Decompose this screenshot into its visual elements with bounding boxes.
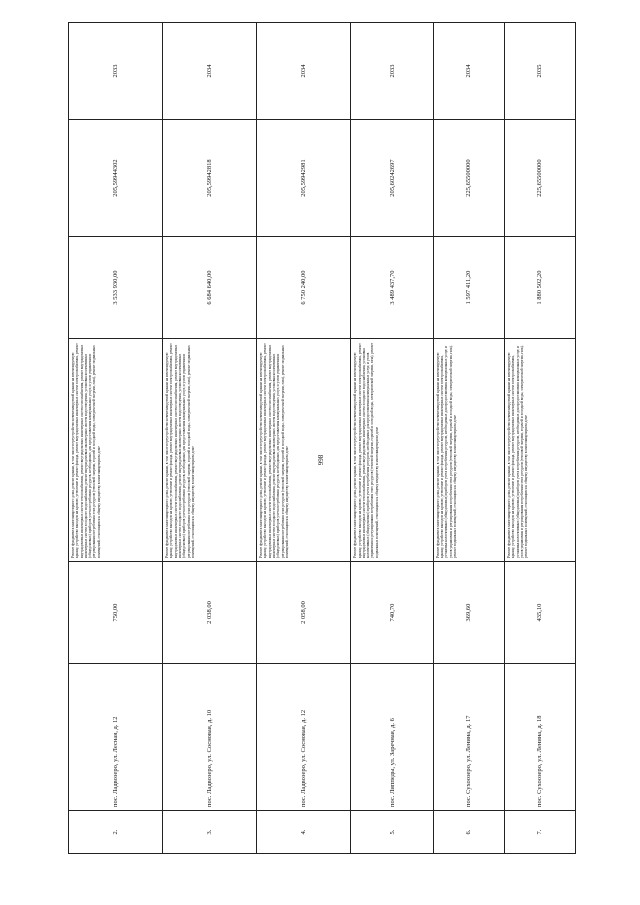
works-description-cell: Ремонт фундамента многоквартирного дома, ремонт крыши, в том числе переустройство невентилируемой крыши на вентилируемую крышу, устройство выходов на кровлю, утепление и ремонт фасада, ремонт внутридомовых инженерных систем электроснабжения, ремонт внутридомовых инженерных систем теплоснабжения, ремонт внутридомовых инженерных систем газоснабжения, ремонт внутридомовых инженерных систем холодного водоснабжения, ремонт внутридомовых инженерных систем водоотведения, установка коллективных (общедомовых) приборов учета потребления ресурсов, необходимых для предоставления коммунальных услуг, и узлов управления и регулирования потребления этих ресурсов (тепловой энергии, горячей и холодной воды, электрической энергии, газа), ремонт подвальных помещений, относящихся к общему имуществу в многоквартирном доме — [163, 339, 257, 562]
table-row — [69, 23, 163, 854]
unit-cost-cell: 225,65500000 — [433, 120, 504, 237]
year-cell: 2033 — [351, 23, 434, 120]
year-cell: 2034 — [433, 23, 504, 120]
address-cell: пос. Ладвозеро, ул. Лесная, д. 12 — [69, 664, 163, 811]
year-cell: 2035 — [504, 23, 575, 120]
unit-cost-cell: 225,65500000 — [504, 120, 575, 237]
year-cell: 2034 — [257, 23, 351, 120]
area-cell: 750,00 — [69, 562, 163, 664]
cost-cell: 1 597 411,20 — [433, 237, 504, 339]
row-number-cell: 3. — [163, 811, 257, 854]
table-row — [504, 23, 575, 854]
table-body — [69, 23, 576, 854]
row-number-cell: 5. — [351, 811, 434, 854]
row-number-cell: 6. — [433, 811, 504, 854]
page-number: 866 — [316, 454, 324, 466]
address-cell: пос. Ладвозеро, ул. Сосновая, д. 12 — [257, 664, 351, 811]
table-row — [163, 23, 257, 854]
table-row — [351, 23, 434, 854]
table-row — [257, 23, 351, 854]
works-description-cell: Ремонт фундамента многоквартирного дома, ремонт крыши, в том числе переустройство невентилируемой крыши на вентилируемую крышу, устройство выходов на кровлю, утепление и ремонт фасада, ремонт внутридомовых инженерных систем электроснабжения, ремонт внутридомовых инженерных систем теплоснабжения, ремонт внутридомовых инженерных систем газоснабжения, ремонт внутридомовых инженерных систем холодного водоснабжения, ремонт внутридомовых инженерных систем водоотведения, установка коллективных (общедомовых) приборов учета потребления ресурсов, необходимых для предоставления коммунальных услуг, и узлов управления и регулирования потребления этих ресурсов (тепловой энергии, горячей и холодной воды, электрической энергии, газа), ремонт подвальных помещений, относящихся к общему имуществу в многоквартирном доме — [69, 339, 163, 562]
area-cell: 2 058,00 — [257, 562, 351, 664]
housing-repair-table — [68, 22, 576, 854]
works-description-cell: Ремонт фундамента многоквартирного дома, ремонт крыши, в том числе переустройство невентилируемой крыши на вентилируемую крышу, устройство выходов на кровлю, утепление и ремонт фасада, ремонт внутридомовых инженерных систем электроснабжения, установка коллективных (общедомовых) приборов учета потребления ресурсов, необходимых для предоставления коммунальных услуг, и узлов управления и регулирования потребления этих ресурсов (тепловой энергии, горячей и холодной воды, электрической энергии, газа), ремонт подвальных помещений, относящихся к общему имуществу в многоквартирном доме — [504, 339, 575, 562]
address-cell: пос. Сухоозеро, ул. Ленина, д. 17 — [433, 664, 504, 811]
year-cell: 2033 — [69, 23, 163, 120]
rotated-table-container — [68, 64, 576, 854]
row-number-cell: 4. — [257, 811, 351, 854]
cost-cell: 6 684 640,00 — [163, 237, 257, 339]
unit-cost-cell: 205,59942818 — [163, 120, 257, 237]
address-cell: пос. Липпеды, ул. Заречная, д. 6 — [351, 664, 434, 811]
row-number-cell: 7. — [504, 811, 575, 854]
cost-cell: 1 880 502,20 — [504, 237, 575, 339]
area-cell: 435,10 — [504, 562, 575, 664]
row-number-cell: 2. — [69, 811, 163, 854]
works-description-cell: Ремонт фундамента многоквартирного дома, ремонт крыши, в том числе переустройство невентилируемой крыши на вентилируемую крышу, устройство выходов на кровлю, утепление и ремонт фасада, ремонт внутридомовых инженерных систем электроснабжения, установка коллективных (общедомовых) приборов учета потребления ресурсов, необходимых для предоставления коммунальных услуг, и узлов управления и регулирования потребления этих ресурсов (тепловой энергии, горячей и холодной воды, электрической энергии, газа), ремонт подвальных помещений, относящихся к общему имуществу в многоквартирном доме — [433, 339, 504, 562]
table-row — [433, 23, 504, 854]
area-cell: 740,70 — [351, 562, 434, 664]
works-description-cell: Ремонт фундамента многоквартирного дома, ремонт крыши, в том числе переустройство невентилируемой крыши на вентилируемую крышу, устройство выходов на кровлю, утепление и ремонт фасада, ремонт внутридомовых инженерных систем электроснабжения, ремонт внутридомовых инженерных систем теплоснабжения, ремонт внутридомовых инженерных систем газоснабжения, ремонт внутридомовых инженерных систем холодного водоснабжения, ремонт внутридомовых инженерных систем водоотведения, установка коллективных (общедомовых) приборов учета потребления ресурсов, необходимых для предоставления коммунальных услуг, и узлов управления и регулирования потребления этих ресурсов (тепловой энергии, горячей и холодной воды, электрической энергии, газа), ремонт подвальных помещений, относящихся к общему имуществу в многоквартирном доме — [257, 339, 351, 562]
year-cell: 2034 — [163, 23, 257, 120]
unit-cost-cell: 205,59942981 — [257, 120, 351, 237]
unit-cost-cell: 205,59944302 — [69, 120, 163, 237]
address-cell: пос. Сухоозеро, ул. Ленина, д. 18 — [504, 664, 575, 811]
table-wrapper — [68, 64, 576, 854]
cost-cell: 3 489 437,70 — [351, 237, 434, 339]
cost-cell: 3 533 930,00 — [69, 237, 163, 339]
cost-cell: 6 750 240,00 — [257, 237, 351, 339]
area-cell: 369,60 — [433, 562, 504, 664]
unit-cost-cell: 205,60242697 — [351, 120, 434, 237]
address-cell: пос. Ладвозеро, ул. Сосновая, д. 10 — [163, 664, 257, 811]
works-description-cell: Ремонт фундамента многоквартирного дома, ремонт крыши, в том числе переустройство невентилируемой крыши на вентилируемую крышу, устройство выходов на кровлю, утепление и ремонт фасада, ремонт внутридомовых инженерных систем электроснабжения, ремонт внутридомовых инженерных систем теплоснабжения, ремонт внутридомовых инженерных систем холодного водоснабжения, установка коллективных (общедомовых) приборов учета потребления ресурсов, необходимых для предоставления коммунальных услуг, и узлов управления и регулирования потребления этих ресурсов (тепловой энергии, горячей и холодной воды, электрической энергии, газа), ремонт подвальных помещений, относящихся к общему имуществу в многоквартирном доме — [351, 339, 434, 562]
area-cell: 2 038,00 — [163, 562, 257, 664]
